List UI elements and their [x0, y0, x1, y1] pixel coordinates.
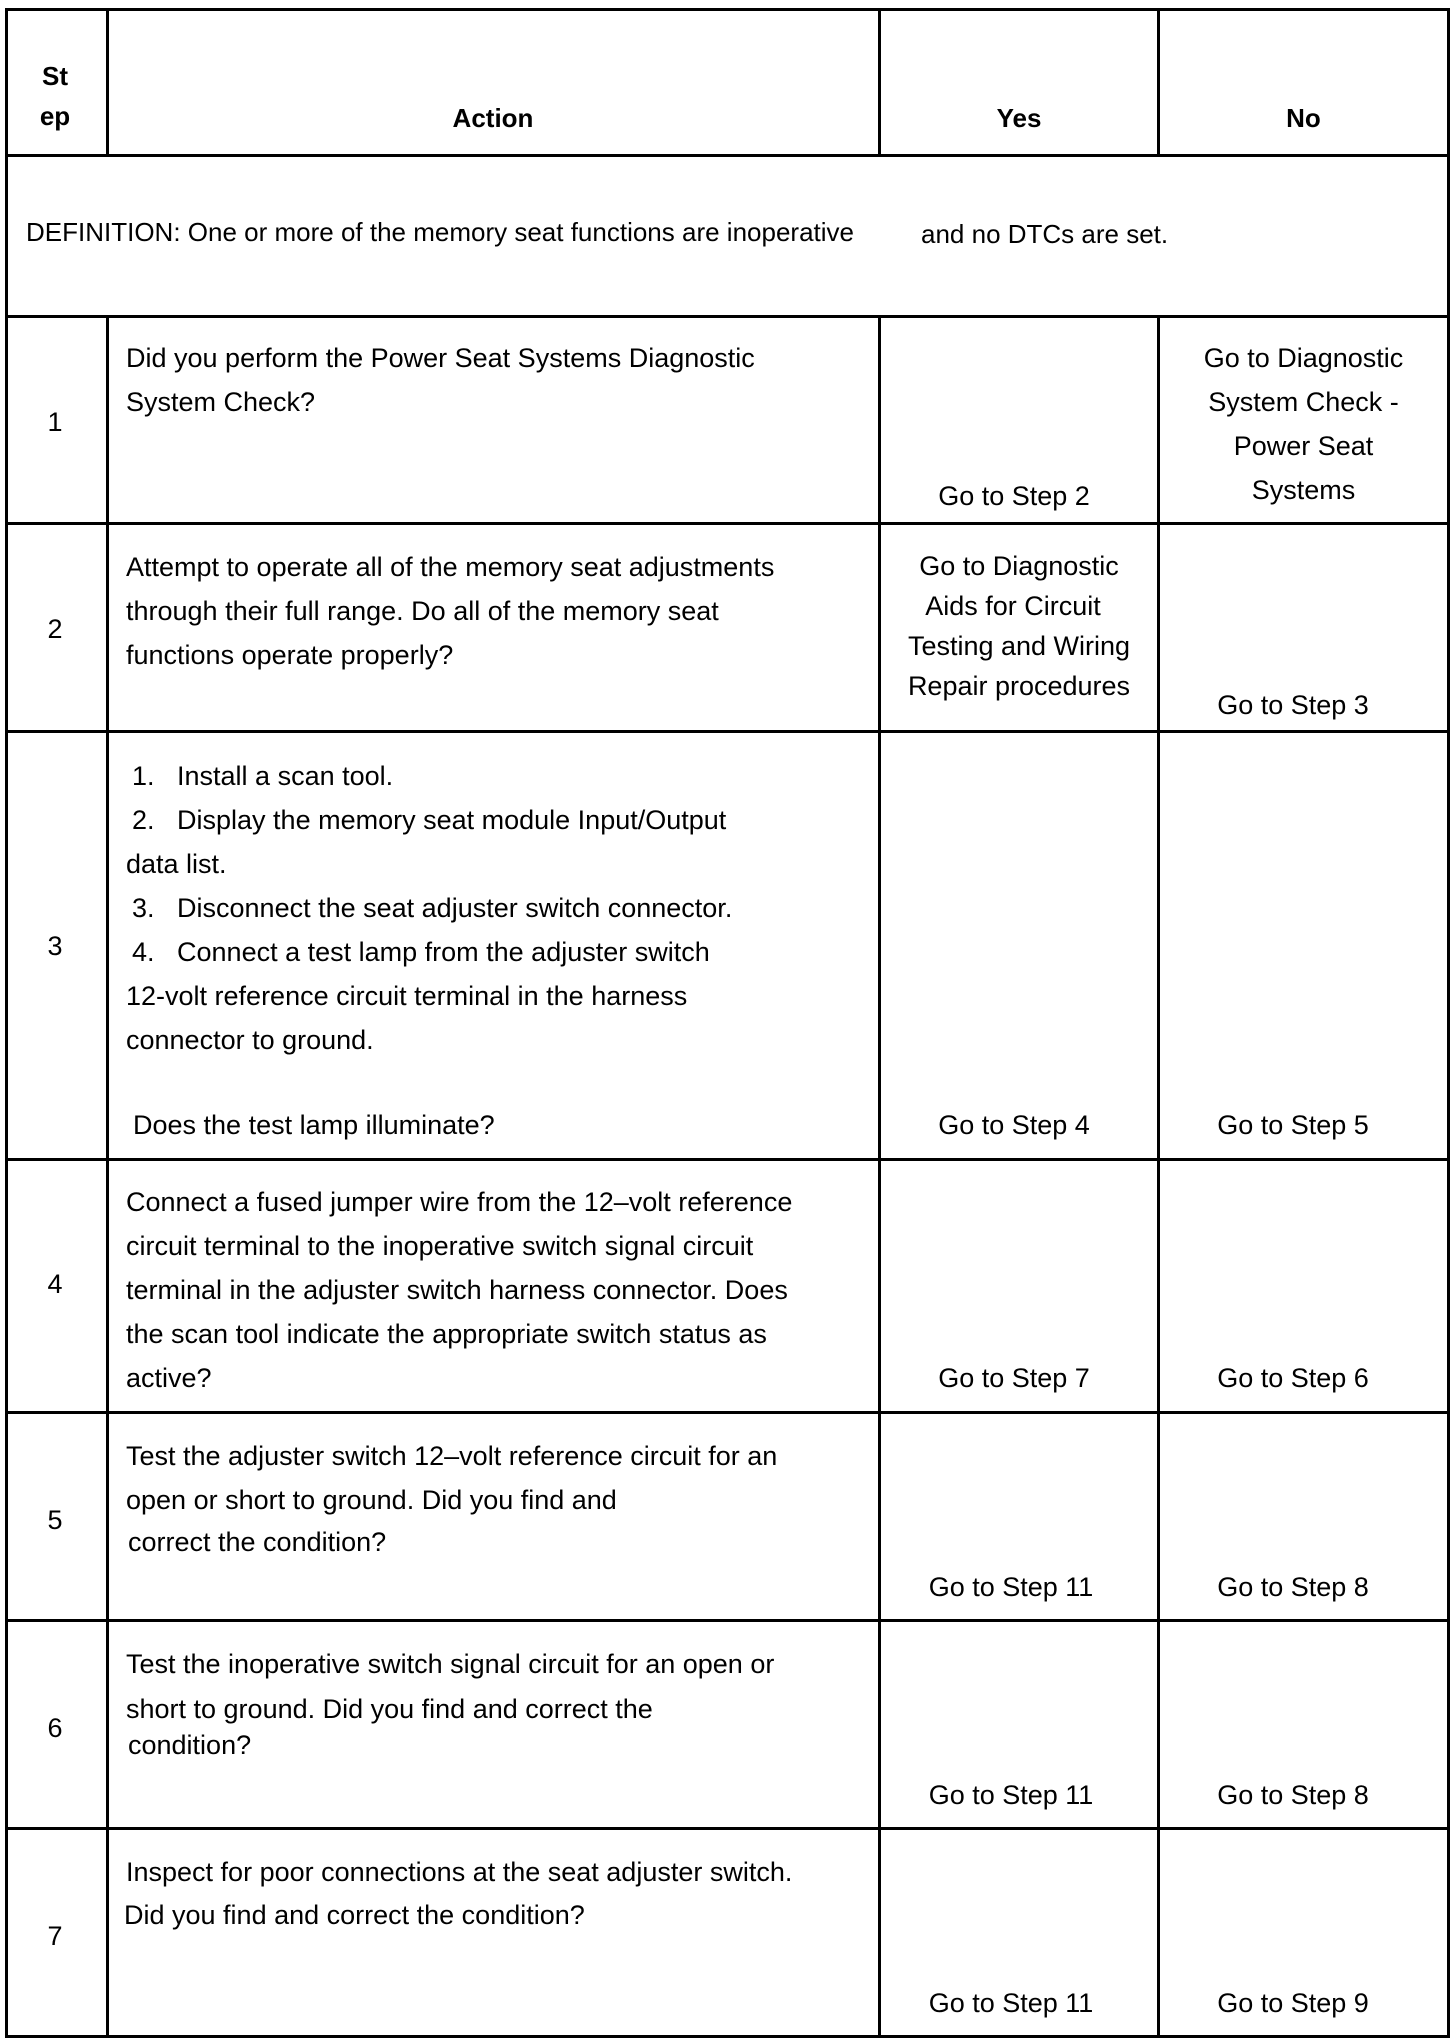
step-7-action-line1: Inspect for poor connections at the seat adjuster switch. — [126, 1857, 793, 1887]
definition-divider — [5, 315, 1450, 318]
row-divider-5 — [5, 1619, 1450, 1622]
step-1-no-line2: System Check - — [1208, 387, 1399, 417]
step-7-yes: Go to Step 11 — [928, 1988, 1094, 2018]
step-2-yes-line3: Testing and Wiring — [907, 631, 1131, 661]
step-1-no-line1: Go to Diagnostic — [1203, 343, 1404, 373]
step-5-action-line2: open or short to ground. Did you find and — [126, 1485, 617, 1515]
step-3-action-line3: data list. — [126, 849, 227, 879]
header-step-line1: St — [42, 61, 68, 91]
step-3-action-line4: 3. Disconnect the seat adjuster switch connector. — [132, 893, 733, 923]
header-yes: Yes — [996, 103, 1042, 133]
step-6-action-line3: condition? — [128, 1730, 252, 1760]
step-5-action-line1: Test the adjuster switch 12–volt reference circuit for an — [126, 1441, 778, 1471]
step-4-action-line1: Connect a fused jumper wire from the 12–volt reference — [126, 1187, 793, 1217]
row-divider-2 — [5, 730, 1450, 733]
table-border-bottom — [5, 2035, 1450, 2038]
step-4-number: 4 — [47, 1269, 63, 1299]
step-2-yes-line4: Repair procedures — [907, 671, 1131, 701]
step-4-action-line5: active? — [126, 1363, 212, 1393]
step-6-action-line1: Test the inoperative switch signal circuit for an open or — [126, 1649, 775, 1679]
step-1-no-line3: Power Seat — [1233, 431, 1374, 461]
row-divider-1 — [5, 522, 1450, 525]
step-2-action-line2: through their full range. Do all of the memory seat — [126, 596, 719, 626]
header-action: Action — [452, 103, 534, 133]
definition-text-part2: and no DTCs are set. — [921, 219, 1169, 249]
row-divider-6 — [5, 1827, 1450, 1830]
col-divider-step — [106, 315, 109, 2038]
header-step-line2: ep — [39, 101, 71, 131]
step-1-yes: Go to Step 2 — [938, 481, 1090, 511]
step-1-action-line1: Did you perform the Power Seat Systems Diagnostic — [126, 343, 755, 373]
step-1-number: 1 — [47, 407, 63, 437]
step-5-no: Go to Step 8 — [1217, 1572, 1369, 1602]
table-border-right — [1447, 8, 1450, 2038]
step-5-yes: Go to Step 11 — [928, 1572, 1094, 1602]
step-2-yes-line2: Aids for Circuit — [925, 591, 1101, 621]
step-6-no: Go to Step 8 — [1217, 1780, 1369, 1810]
step-2-number: 2 — [47, 614, 63, 644]
step-4-action-line2: circuit terminal to the inoperative switch signal circuit — [126, 1231, 754, 1261]
step-3-no: Go to Step 5 — [1217, 1110, 1369, 1140]
step-4-no: Go to Step 6 — [1217, 1363, 1369, 1393]
definition-text-part1: DEFINITION: One or more of the memory seat functions are inoperative — [26, 217, 854, 247]
step-6-number: 6 — [47, 1713, 63, 1743]
step-3-yes: Go to Step 4 — [938, 1110, 1090, 1140]
step-1-action-line2: System Check? — [126, 387, 316, 417]
step-3-question: Does the test lamp illuminate? — [133, 1110, 495, 1140]
step-2-action-line1: Attempt to operate all of the memory seat adjustments — [126, 552, 775, 582]
step-3-action-line5: 4. Connect a test lamp from the adjuster switch — [132, 937, 710, 967]
header-no: No — [1286, 103, 1321, 133]
step-3-action-line7: connector to ground. — [126, 1025, 374, 1055]
step-3-action-line2: 2. Display the memory seat module Input/Output — [132, 805, 727, 835]
step-3-action-line1: 1. Install a scan tool. — [132, 761, 394, 791]
step-4-yes: Go to Step 7 — [938, 1363, 1090, 1393]
table-border-top — [5, 8, 1450, 11]
step-5-action-line3: correct the condition? — [128, 1527, 387, 1557]
step-7-number: 7 — [47, 1921, 63, 1951]
row-divider-3 — [5, 1158, 1450, 1161]
step-6-action-line2: short to ground. Did you find and correct the — [126, 1694, 653, 1724]
step-4-action-line3: terminal in the adjuster switch harness connector. Does — [126, 1275, 788, 1305]
step-6-yes: Go to Step 11 — [928, 1780, 1094, 1810]
step-4-action-line4: the scan tool indicate the appropriate switch status as — [126, 1319, 767, 1349]
step-3-action-line6: 12-volt reference circuit terminal in the harness — [126, 981, 688, 1011]
step-7-action-line2: Did you find and correct the condition? — [124, 1900, 585, 1930]
step-3-number: 3 — [47, 931, 63, 961]
step-2-action-line3: functions operate properly? — [126, 640, 454, 670]
header-step — [5, 56, 105, 136]
header-divider — [5, 154, 1450, 157]
step-2-yes-line1: Go to Diagnostic — [919, 551, 1119, 581]
row-divider-4 — [5, 1411, 1450, 1414]
step-5-number: 5 — [47, 1505, 63, 1535]
diagnostic-table — [5, 8, 1450, 2038]
step-2-no: Go to Step 3 — [1217, 690, 1369, 720]
step-7-no: Go to Step 9 — [1217, 1988, 1369, 2018]
step-1-no-line4: Systems — [1251, 475, 1356, 505]
